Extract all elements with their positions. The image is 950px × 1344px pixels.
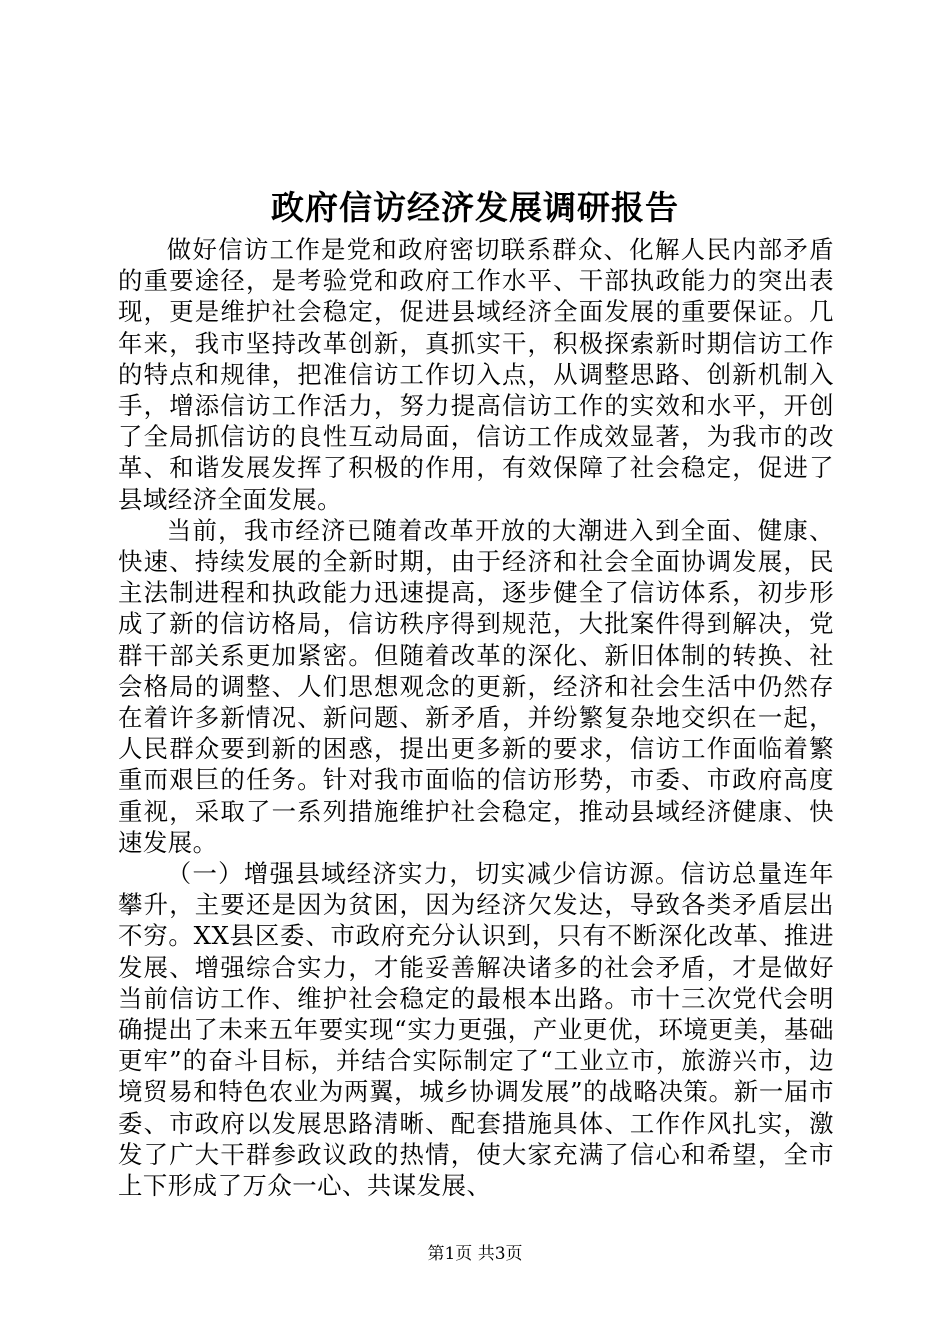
document-title: 政府信访经济发展调研报告	[271, 188, 679, 227]
paragraph-2: 当前，我市经济已随着改革开放的大潮进入到全面、健康、快速、持续发展的全新时期，由于经济和社会全面协调发展，民主法制进程和执政能力迅速提高，逐步健全了信访体系，初步形成了新的信访格局，信访秩序得到规范，大批案件得到解决，党群干部关系更加紧密。但随着改革的深化、新旧体制的转换、社会格局的调整、人们思想观念的更新，经济和社会生活中仍然存在着许多新情况、新问题、新矛盾，并纷繁复杂地交织在一起，人民群众要到新的困惑，提出更多新的要求，信访工作面临着繁重而艰巨的任务。针对我市面临的信访形势，市委、市政府高度重视，采取了一系列措施维护社会稳定，推动县域经济健康、快速发展。	[118, 515, 834, 857]
paragraph-1: 做好信访工作是党和政府密切联系群众、化解人民内部矛盾的重要途径，是考验党和政府工作水平、干部执政能力的突出表现，更是维护社会稳定，促进县域经济全面发展的重要保证。几年来，我市坚持改革创新，真抓实干，积极探索新时期信访工作的特点和规律，把准信访工作切入点，从调整思路、创新机制入手，增添信访工作活力，努力提高信访工作的实效和水平，开创了全局抓信访的良性互动局面，信访工作成效显著，为我市的改革、和谐发展发挥了积极的作用，有效保障了社会稳定，促进了县域经济全面发展。	[118, 235, 834, 514]
document-body	[118, 234, 834, 1201]
page-number-footer: 第1页 共3页	[427, 1244, 523, 1264]
paragraph-3: （一）增强县域经济实力，切实减少信访源。信访总量连年攀升，主要还是因为贫困，因为经济欠发达，导致各类矛盾层出不穷。XX县区委、市政府充分认识到，只有不断深化改革、推进发展、增强综合实力，才能妥善解决诸多的社会矛盾，才是做好当前信访工作、维护社会稳定的最根本出路。市十三次党代会明确提出了未来五年要实现“实力更强，产业更优，环境更美，基础更牢”的奋斗目标，并结合实际制定了“工业立市，旅游兴市，边境贸易和特色农业为两翼，城乡协调发展”的战略决策。新一届市委、市政府以发展思路清晰、配套措施具体、工作作风扎实，激发了广大干群参政议政的热情，使大家充满了信心和希望，全市上下形成了万众一心、共谋发展、	[118, 859, 834, 1201]
